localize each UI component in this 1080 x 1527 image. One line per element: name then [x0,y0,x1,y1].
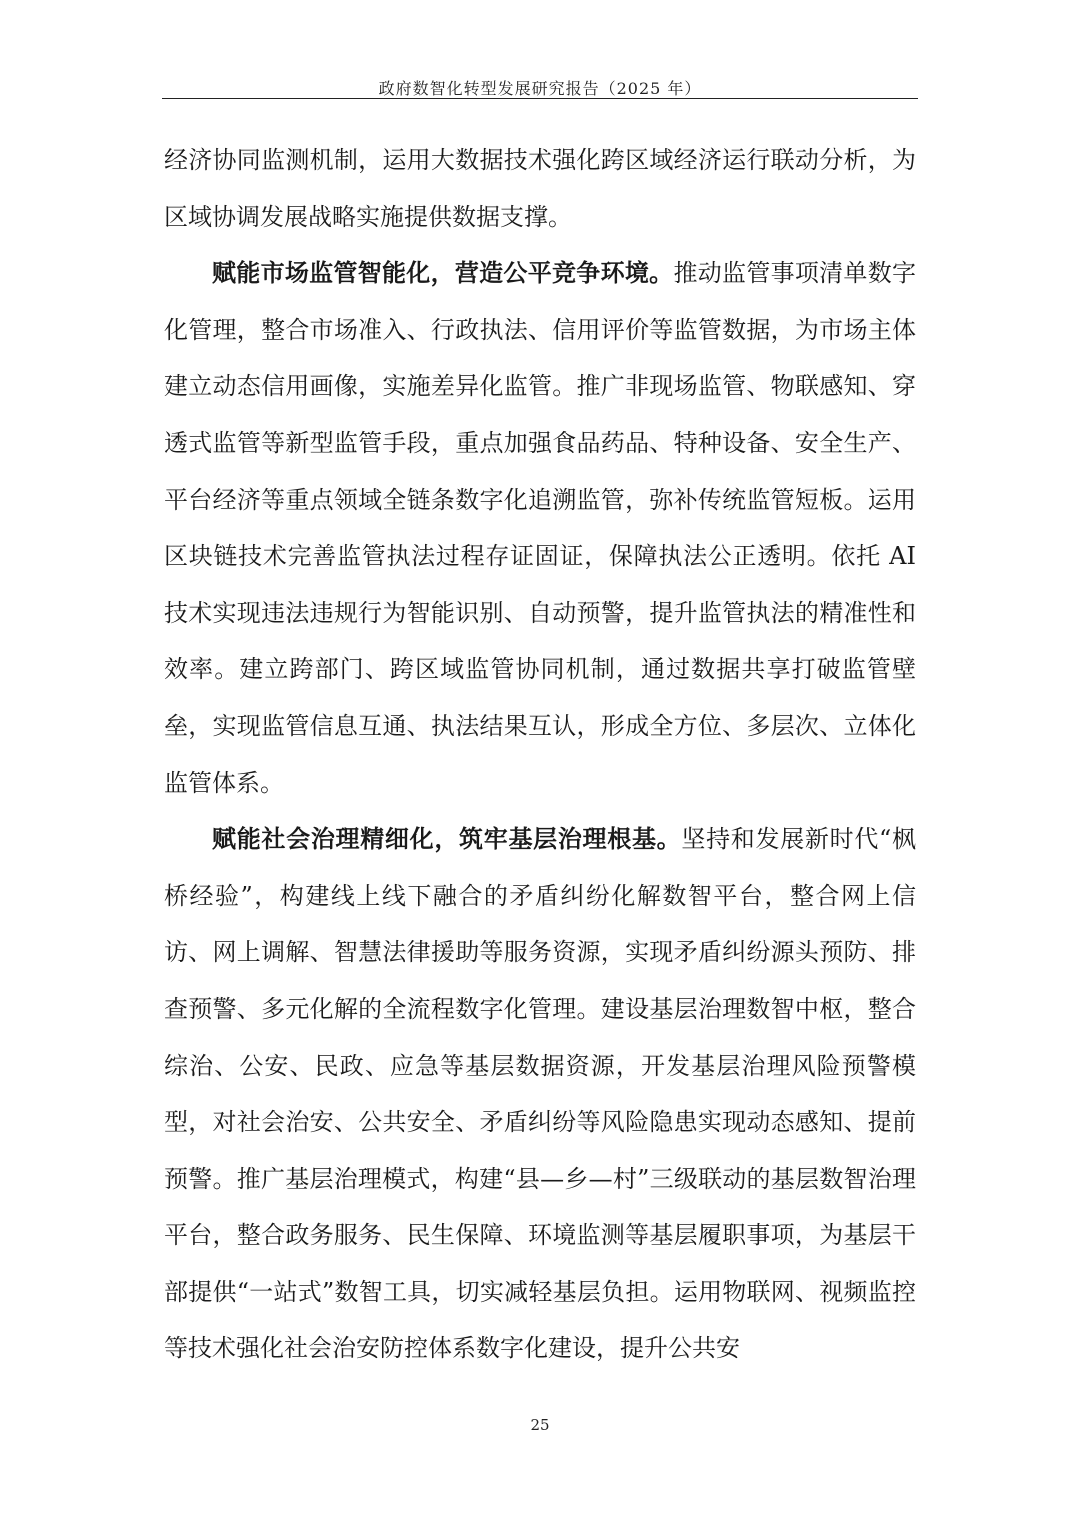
paragraph-market-supervision [164,245,916,811]
body-text [164,132,916,1377]
paragraph-continuation [164,132,916,245]
paragraph-text: 推动监管事项清单数字化管理，整合市场准入、行政执法、信用评价等监管数据，为市场主体建立动态信用画像，实施差异化监管。推广非现场监管、物联感知、穿透式监管等新型监管手段，重点加强食品药品、特种设备、安全生产、平台经济等重点领域全链条数字化追溯监管，弥补传统监管短板。运用区块链技术完善监管执法过程存证固证，保障执法公正透明。依托 AI 技术实现违法违规行为智能识别、自动预警，提升监管执法的精准性和效率。建立跨部门、跨区域监管协同机制，通过数据共享打破监管壁垒，实现监管信息互通、执法结果互认，形成全方位、多层次、立体化监管体系。 [164,259,917,797]
running-header: 政府数智化转型发展研究报告（2025 年） [378,79,702,98]
paragraph-social-governance [164,811,916,1377]
paragraph-text: 经济协同监测机制，运用大数据技术强化跨区域经济运行联动分析，为区域协调发展战略实施提供数据支撑。 [164,146,916,231]
header-divider [162,98,918,99]
paragraph-text: 坚持和发展新时代“枫桥经验”，构建线上线下融合的矛盾纠纷化解数智平台，整合网上信访、网上调解、智慧法律援助等服务资源，实现矛盾纠纷源头预防、排查预警、多元化解的全流程数字化管理。建设基层治理数智中枢，整合综治、公安、民政、应急等基层数据资源，开发基层治理风险预警模型，对社会治安、公共安全、矛盾纠纷等风险隐患实现动态感知、提前预警。推广基层治理模式，构建“县—乡—村”三级联动的基层数智治理平台，整合政务服务、民生保障、环境监测等基层履职事项，为基层干部提供“一站式”数智工具，切实减轻基层负担。运用物联网、视频监控等技术强化社会治安防控体系数字化建设，提升公共安 [164,825,916,1363]
page-number: 25 [530,1416,550,1434]
paragraph-lead-heading: 赋能社会治理精细化，筑牢基层治理根基。 [212,825,682,854]
paragraph-lead-heading: 赋能市场监管智能化，营造公平竞争环境。 [212,259,674,288]
